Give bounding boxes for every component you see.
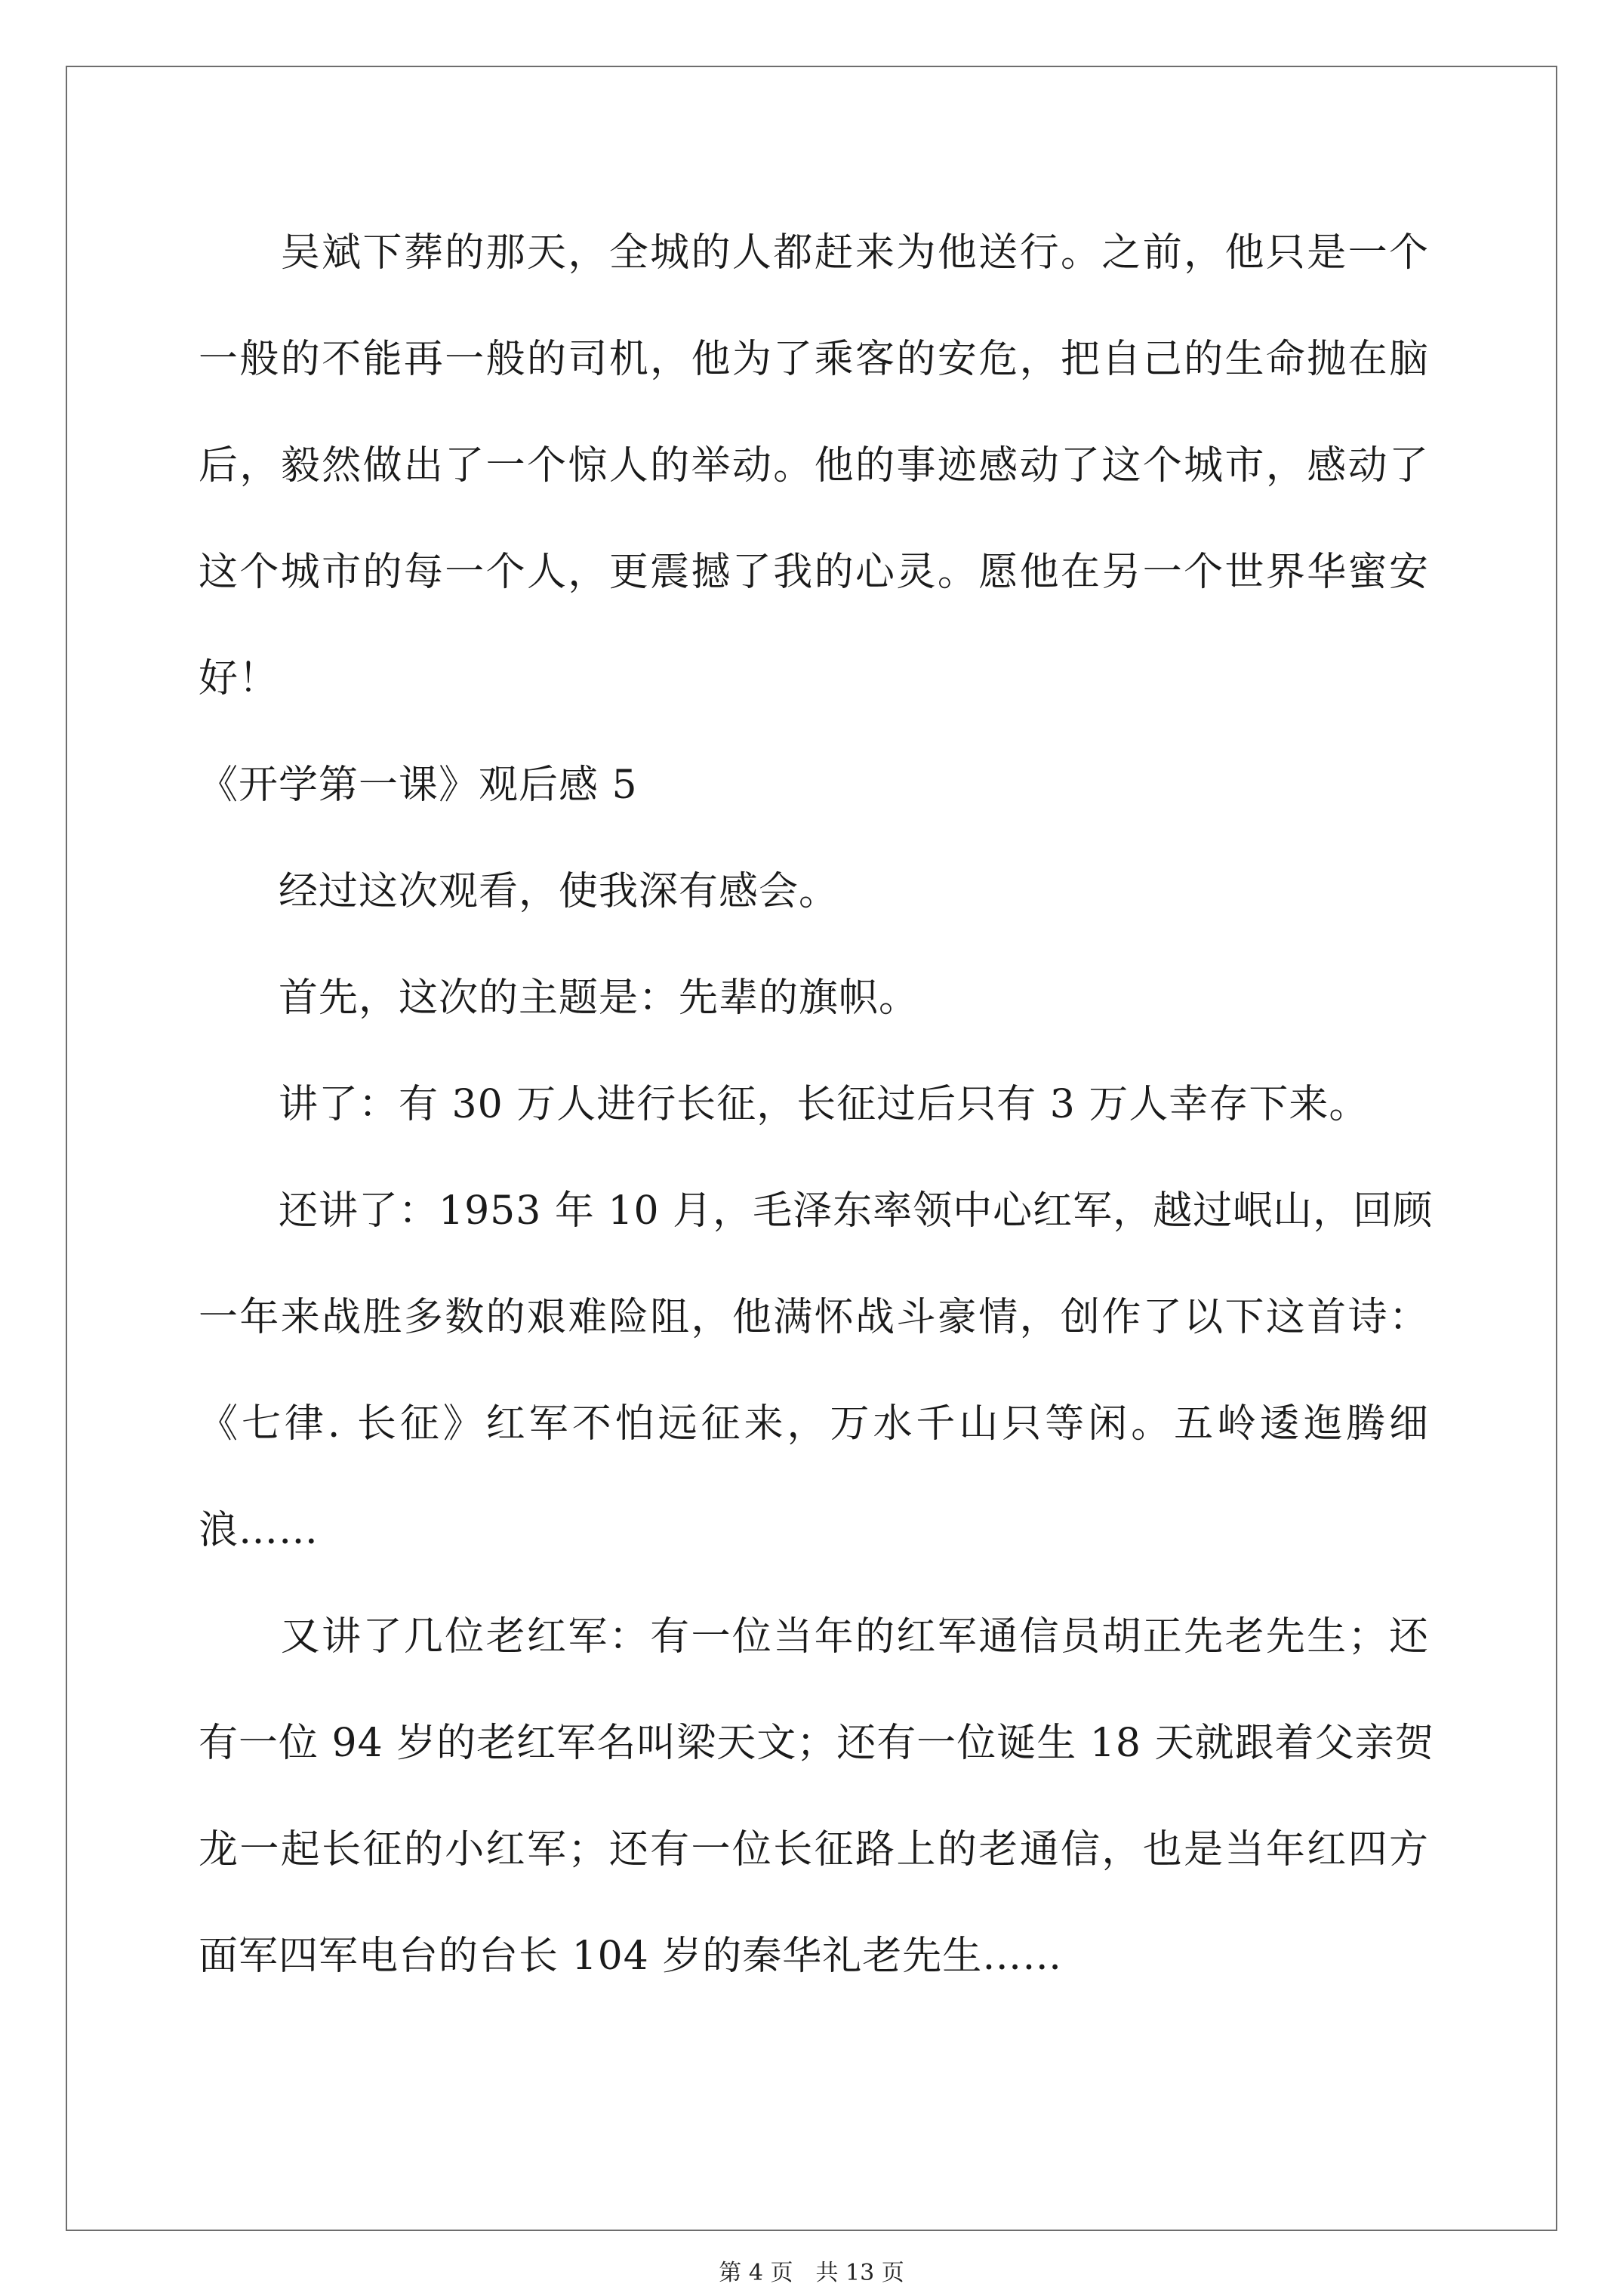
paragraph-5-line-3: 《七律. 长征》红军不怕远征来，万水千山只等闲。五岭逶迤腾细 <box>199 1401 1429 1447</box>
paragraph-5-line-4: 浪…… <box>199 1508 319 1553</box>
paragraph-2: 经过这次观看，使我深有感会。 <box>199 869 839 914</box>
page-border <box>66 66 1557 2231</box>
paragraph-1-line-2: 一般的不能再一般的司机，他为了乘客的安危，把自己的生命抛在脑 <box>199 337 1429 382</box>
paragraph-6-line-3: 龙一起长征的小红军；还有一位长征路上的老通信，也是当年红四方 <box>199 1827 1429 1872</box>
paragraph-4: 讲了：有 30 万人进行长征，长征过后只有 3 万人幸存下来。 <box>199 1082 1369 1127</box>
paragraph-5-line-1: 还讲了：1953 年 10 月，毛泽东率领中心红军，越过岷山，回顾 <box>199 1188 1434 1234</box>
paragraph-6-line-4: 面军四军电台的台长 104 岁的秦华礼老先生…… <box>199 1934 1063 1979</box>
paragraph-6-line-2: 有一位 94 岁的老红军名叫梁天文；还有一位诞生 18 天就跟着父亲贺 <box>199 1721 1435 1766</box>
paragraph-1-line-5: 好！ <box>199 656 279 701</box>
paragraph-1-line-1: 吴斌下葬的那天，全城的人都赶来为他送行。之前，他只是一个 <box>199 230 1429 276</box>
paragraph-6-line-1: 又讲了几位老红军：有一位当年的红军通信员胡正先老先生；还 <box>199 1614 1429 1660</box>
page-number-footer: 第 4 页 共 13 页 <box>719 2260 904 2286</box>
paragraph-5-line-2: 一年来战胜多数的艰难险阻，他满怀战斗豪情，创作了以下这首诗： <box>199 1295 1429 1340</box>
paragraph-3: 首先，这次的主题是：先辈的旗帜。 <box>199 975 919 1021</box>
section-heading: 《开学第一课》观后感 5 <box>199 763 638 808</box>
paragraph-1-line-3: 后，毅然做出了一个惊人的举动。他的事迹感动了这个城市，感动了 <box>199 443 1429 488</box>
paragraph-1-line-4: 这个城市的每一个人，更震撼了我的心灵。愿他在另一个世界华蜜安 <box>199 550 1429 595</box>
